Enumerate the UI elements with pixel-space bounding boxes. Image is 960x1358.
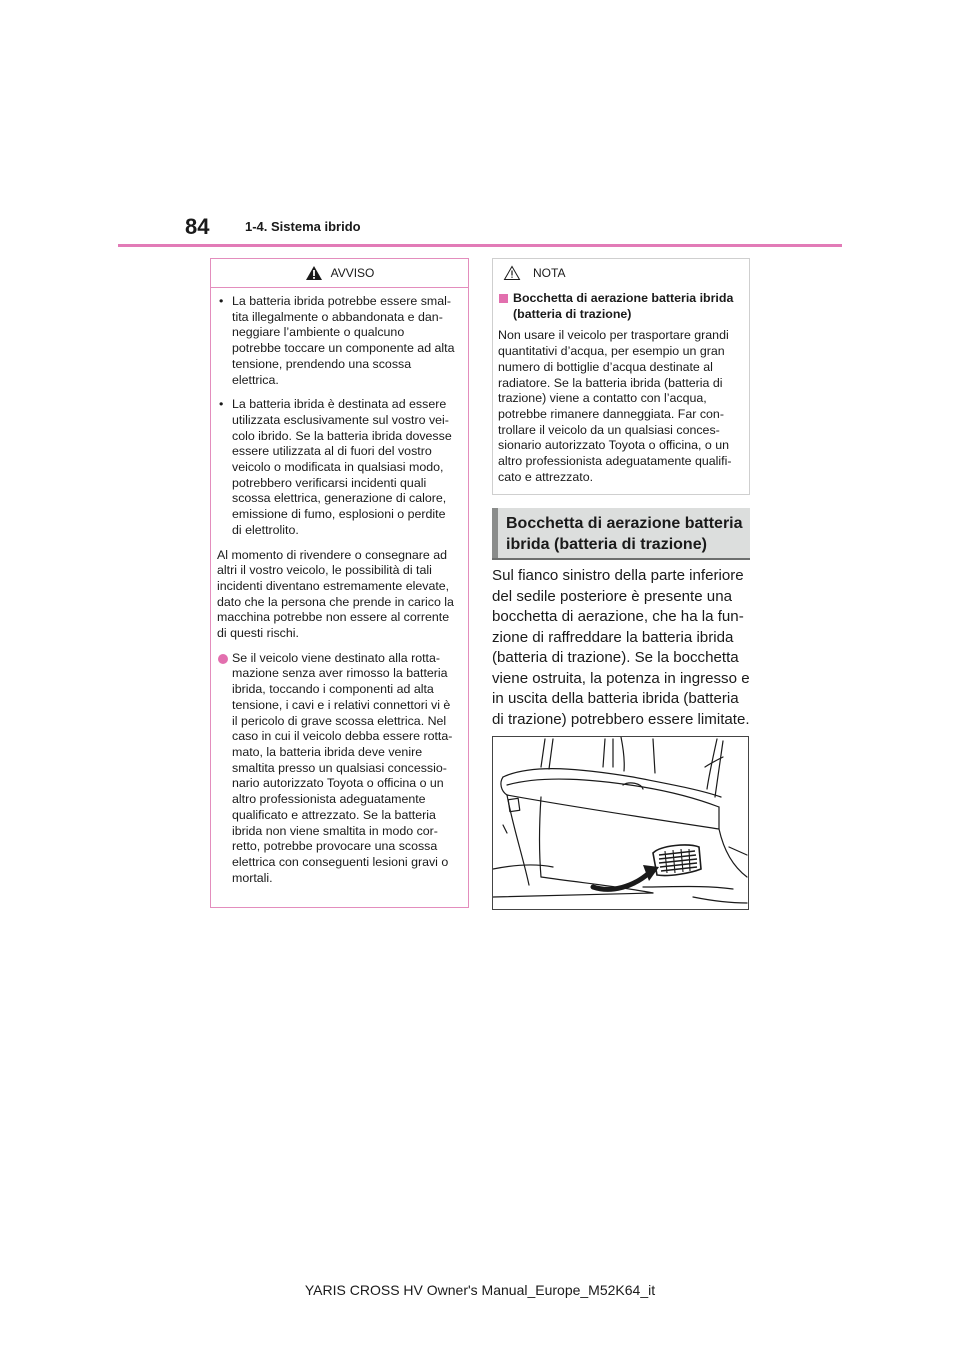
- note-title: NOTA: [533, 266, 566, 280]
- warning-bullet-text: La batteria ibrida potrebbe essere smaltita illegalmente o abbandonata e danneggiare l’ambiente o qualcuno potrebbe toccare un componente ad alta tensione, prendendo una scossa elettrica.: [232, 294, 455, 387]
- warning-bullet: [217, 294, 456, 388]
- vent-illustration: [492, 736, 749, 910]
- bullet-mark: •: [219, 397, 224, 412]
- note-header: [493, 259, 749, 287]
- page-number: 84: [185, 214, 210, 239]
- warning-paragraph: Al momento di rivendere o consegnare ad altri il vostro veicolo, le possibilità di tali incidenti diventano estremamente elevate, dato che la persona che prende in carico la macchina potrebbe non essere al corrente di questi rischi.: [217, 547, 454, 641]
- section-heading-line: ibrida (batteria di trazione): [506, 536, 707, 553]
- note-box: [492, 258, 750, 495]
- warning-title: AVVISO: [330, 266, 375, 280]
- warning-box: [210, 258, 469, 908]
- body-text: Sul fianco sinistro della parte inferiore del sedile posteriore è presente una bocchetta di aerazione, che ha la funzione di raffreddare la batteria ibrida (batteria di trazione). Se la bocchetta viene ostruita, la potenza in ingresso e in uscita della batteria ibrida (batteria di trazione) potrebbero essere limitate.: [492, 567, 750, 728]
- heading-accent-bar: [492, 508, 498, 558]
- warning-bullet-text: La batteria ibrida è destinata ad essere utilizzata esclusivamente sul vostro veicolo ibrido. Se la batteria ibrida dovesse essere utilizzata al di fuori del vostro veicolo o modificata in qualsiasi modo, potrebbero verificarsi incidenti quali scossa elettrica, generazione di calore, emissione di fumo, esplosioni o perdite di elettrolito.: [232, 397, 452, 537]
- header-rule: [118, 244, 842, 247]
- rear-seat-vent-drawing: [493, 737, 748, 909]
- note-heading: [498, 291, 739, 322]
- warning-triangle-icon: [305, 265, 323, 281]
- section-heading-line: Bocchetta di aerazione batteria: [506, 515, 743, 532]
- warning-bullet: [217, 397, 456, 538]
- caution-outline-triangle-icon: [503, 265, 521, 281]
- dot-bullet-icon: [218, 654, 228, 664]
- warning-dot-text: Se il veicolo viene destinato alla rottamazione senza aver rimosso la batteria ibrida, toccando i componenti ad alta tensione, i cavi e i relativi connettori vi è il pericolo di grave scossa elettrica. Nel caso in cui il veicolo debba essere rottamato, la batteria ibrida deve venire smaltita presso un qualsiasi concessionario autorizzato Toyota o officina o un altro professionista adeguatamente qualificato e attrezzato. Se la batteria ibrida non viene smaltita in modo corretto, potrebbe provocare una scossa elettrica con conseguenti lesioni gravi o mortali.: [232, 650, 453, 885]
- section-heading: [492, 508, 750, 560]
- section-label: 1-4. Sistema ibrido: [245, 219, 361, 234]
- note-heading-text: Bocchetta di aerazione batteria ibrida (batteria di trazione): [513, 291, 734, 321]
- bullet-mark: •: [219, 294, 224, 308]
- note-text: Non usare il veicolo per trasportare grandi quantitativi d’acqua, per esempio un gran numero di bottiglie d’acqua destinate al radiatore. Se la batteria ibrida (batteria di trazione) viene a contatto con l’acqua, potrebbe rimanere danneggiata. Far controllare il veicolo da un qualsiasi concessionario autorizzato Toyota o officina, o un altro professionista adeguatamente qualificato e attrezzato.: [498, 328, 732, 484]
- warning-dot-item: [217, 651, 456, 887]
- footer-text: YARIS CROSS HV Owner's Manual_Europe_M52K64_it: [304, 1282, 656, 1298]
- square-bullet-icon: [499, 294, 508, 303]
- warning-header: [211, 259, 468, 288]
